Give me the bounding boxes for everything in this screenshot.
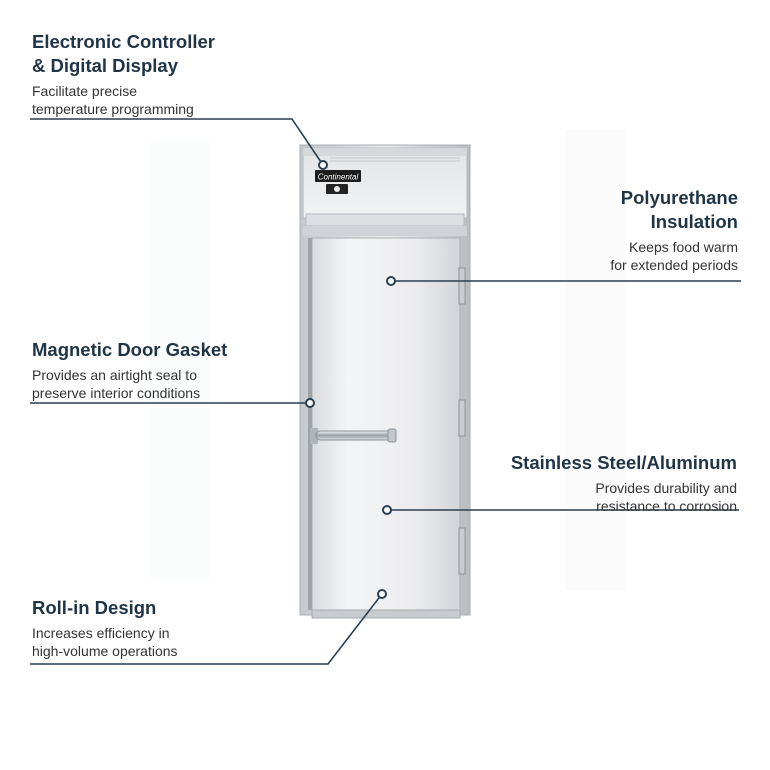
- feature-controller-description: Facilitate precise temperature programming: [32, 83, 194, 117]
- feature-insulation-title: Polyurethane Insulation: [620, 187, 738, 232]
- brand-name: Continental: [317, 172, 359, 182]
- feature-insulation-description: Keeps food warm for extended periods: [610, 239, 738, 273]
- feature-controller-title: Electronic Controller & Digital Display: [32, 31, 215, 76]
- feature-insulation: [478, 186, 738, 274]
- feature-gasket: [32, 338, 312, 402]
- callout-dot-rollin: [378, 590, 386, 598]
- feature-steel-title: Stainless Steel/Aluminum: [510, 452, 737, 473]
- roll-in-ramp: [312, 610, 460, 618]
- feature-rollin-description: Increases efficiency in high-volume operations: [32, 625, 178, 659]
- feature-controller: [32, 30, 312, 118]
- feature-steel: [437, 451, 737, 515]
- callout-dot-insulation: [387, 277, 395, 285]
- feature-gasket-description: Provides an airtight seal to preserve interior conditions: [32, 367, 201, 401]
- door: [312, 238, 460, 610]
- feature-steel-description: Provides durability and resistance to corrosion: [595, 480, 737, 514]
- callout-dot-controller: [319, 161, 327, 169]
- feature-rollin: [32, 596, 312, 660]
- feature-gasket-title: Magnetic Door Gasket: [32, 339, 228, 360]
- feature-rollin-title: Roll-in Design: [32, 597, 157, 618]
- cabinet: [300, 145, 470, 618]
- callout-dot-steel: [383, 506, 391, 514]
